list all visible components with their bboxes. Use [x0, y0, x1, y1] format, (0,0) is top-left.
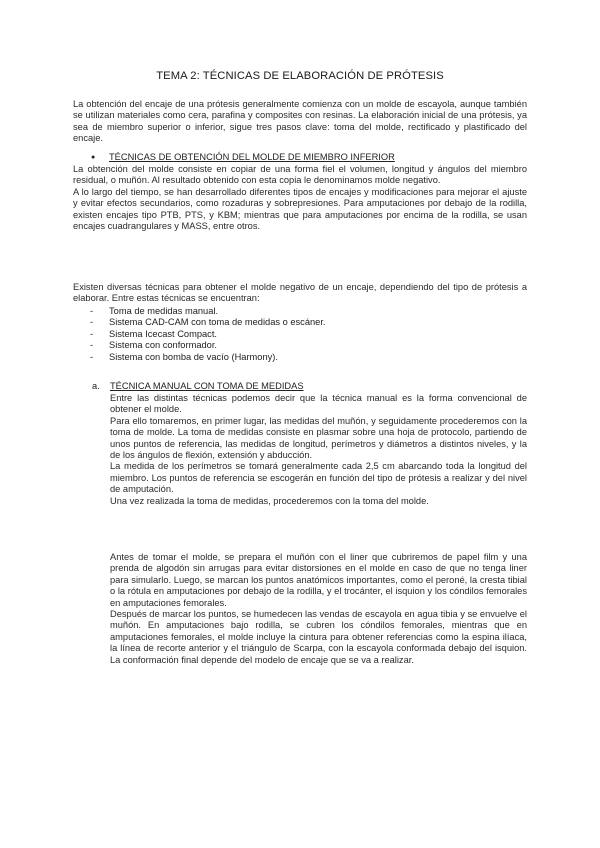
section-heading-text: TÉCNICAS DE OBTENCIÓN DEL MOLDE DE MIEMBRO INFERIOR	[109, 152, 395, 162]
subsection-body-1	[110, 393, 527, 507]
list-item-text: Toma de medidas manual.	[109, 306, 219, 316]
dash-marker: -	[90, 340, 94, 351]
list-item-text: Sistema CAD-CAM con toma de medidas o escáner.	[109, 317, 326, 328]
dash-marker: -	[90, 328, 94, 339]
page-title: TEMA 2: TÉCNICAS DE ELABORACIÓN DE PRÓTESIS	[156, 70, 444, 82]
techniques-list	[90, 306, 490, 363]
list-item	[90, 317, 490, 328]
bullet-icon: ●	[91, 154, 96, 161]
section1-paragraph-3-block	[73, 282, 527, 305]
subsection-paragraph-2: Para ello tomaremos, en primer lugar, las medidas del muñón, y seguidamente procederemos con la toma de molde. La toma de medidas consiste en plasmar sobre una hoja de protocolo, partiendo de unos puntos de referencia, las medidas de longitud, perímetros y diámetros a distintos niveles, y la de los ángulos de flexión, extensión y abducción.	[110, 415, 527, 461]
list-item-text: Sistema Icecast Compact.	[109, 328, 217, 339]
dash-marker: -	[90, 306, 94, 316]
section1-paragraph-2: A lo largo del tiempo, se han desarrollado diferentes tipos de encajes y modificaciones para mejorar el ajuste y evitar efectos secundarios, como rozaduras y sobrepresiones. Para amputaciones por debajo de la rodilla, existen encajes tipo PTB, PTS, y KBM; mientras que para amputaciones por encima de la rodilla, se usan encajes cuadrangulares y MASS, entre otros.	[73, 186, 527, 232]
section-heading	[91, 152, 521, 164]
dash-marker: -	[90, 351, 94, 362]
subsection-label: a.	[92, 381, 100, 391]
list-item	[90, 352, 490, 363]
subsection-paragraph-4: Una vez realizada la toma de medidas, procederemos con la toma del molde.	[110, 495, 429, 506]
list-item	[90, 329, 490, 340]
section1-paragraph-1: La obtención del molde consiste en copiar de una forma fiel el volumen, longitud y ángulos del miembro residual, o muñón. Al resultado obtenido con esta copia le denominamos molde negativo.	[73, 164, 527, 186]
subsection-paragraph-5: Antes de tomar el molde, se prepara el muñón con el liner que cubriremos de papel film y una prenda de algodón sin arrugas para evitar distorsiones en el molde en caso de que no tenga liner para simularlo. Luego, se marcan los puntos anatómicos importantes, como el peroné, la cresta tibial o la rótula en amputaciones por debajo de la rodilla, y el trocánter, el isquion y los cóndilos femorales en amputaciones femorales.	[110, 552, 527, 608]
subsection-paragraph-1: Entre las distintas técnicas podemos decir que la técnica manual es la forma convencional de obtener el molde.	[110, 393, 527, 415]
list-item-text: Sistema con bomba de vacío (Harmony).	[109, 351, 278, 362]
section1-body	[73, 164, 527, 232]
subsection-body-2	[110, 552, 527, 666]
subsection-paragraph-6: Después de marcar los puntos, se humedecen las vendas de escayola en agua tibia y se envuelve el muñón. En amputaciones bajo rodilla, se cubren los cóndilos femorales, mientras que en amputaciones femorales, el molde incluye la cintura para obtener referencias como la espina ilíaca, la línea de recorte anterior y el triángulo de Scarpa, con la escayola conformada debajo del isquion. La conformación final depende del modelo de encaje que se va a realizar.	[110, 609, 527, 665]
intro-paragraph	[73, 99, 527, 145]
subsection-paragraph-3: La medida de los perímetros se tomará generalmente cada 2,5 cm abarcando toda la longitud del miembro. Los puntos de referencia se escogerán en función del tipo de prótesis a realizar y del nivel de amputación.	[110, 461, 527, 495]
list-item	[90, 340, 490, 351]
list-item-text: Sistema con conformador.	[109, 340, 217, 351]
intro-text: La obtención del encaje de una prótesis generalmente comienza con un molde de escayola, aunque también se utilizan materiales como cera, parafina y composites con resinas. La elaboración inicial de una prótesis, ya sea de miembro superior o inferior, sigue tres pasos clave: toma del molde, rectificado y plastificado del encaje.	[73, 99, 527, 144]
subsection-heading-text: TÉCNICA MANUAL CON TOMA DE MEDIDAS	[110, 381, 304, 391]
section1-paragraph-3: Existen diversas técnicas para obtener el molde negativo de un encaje, dependiendo del tipo de prótesis a elaborar. Entre estas técnicas se encuentran:	[73, 282, 527, 304]
dash-marker: -	[90, 317, 94, 328]
list-item	[90, 306, 490, 317]
